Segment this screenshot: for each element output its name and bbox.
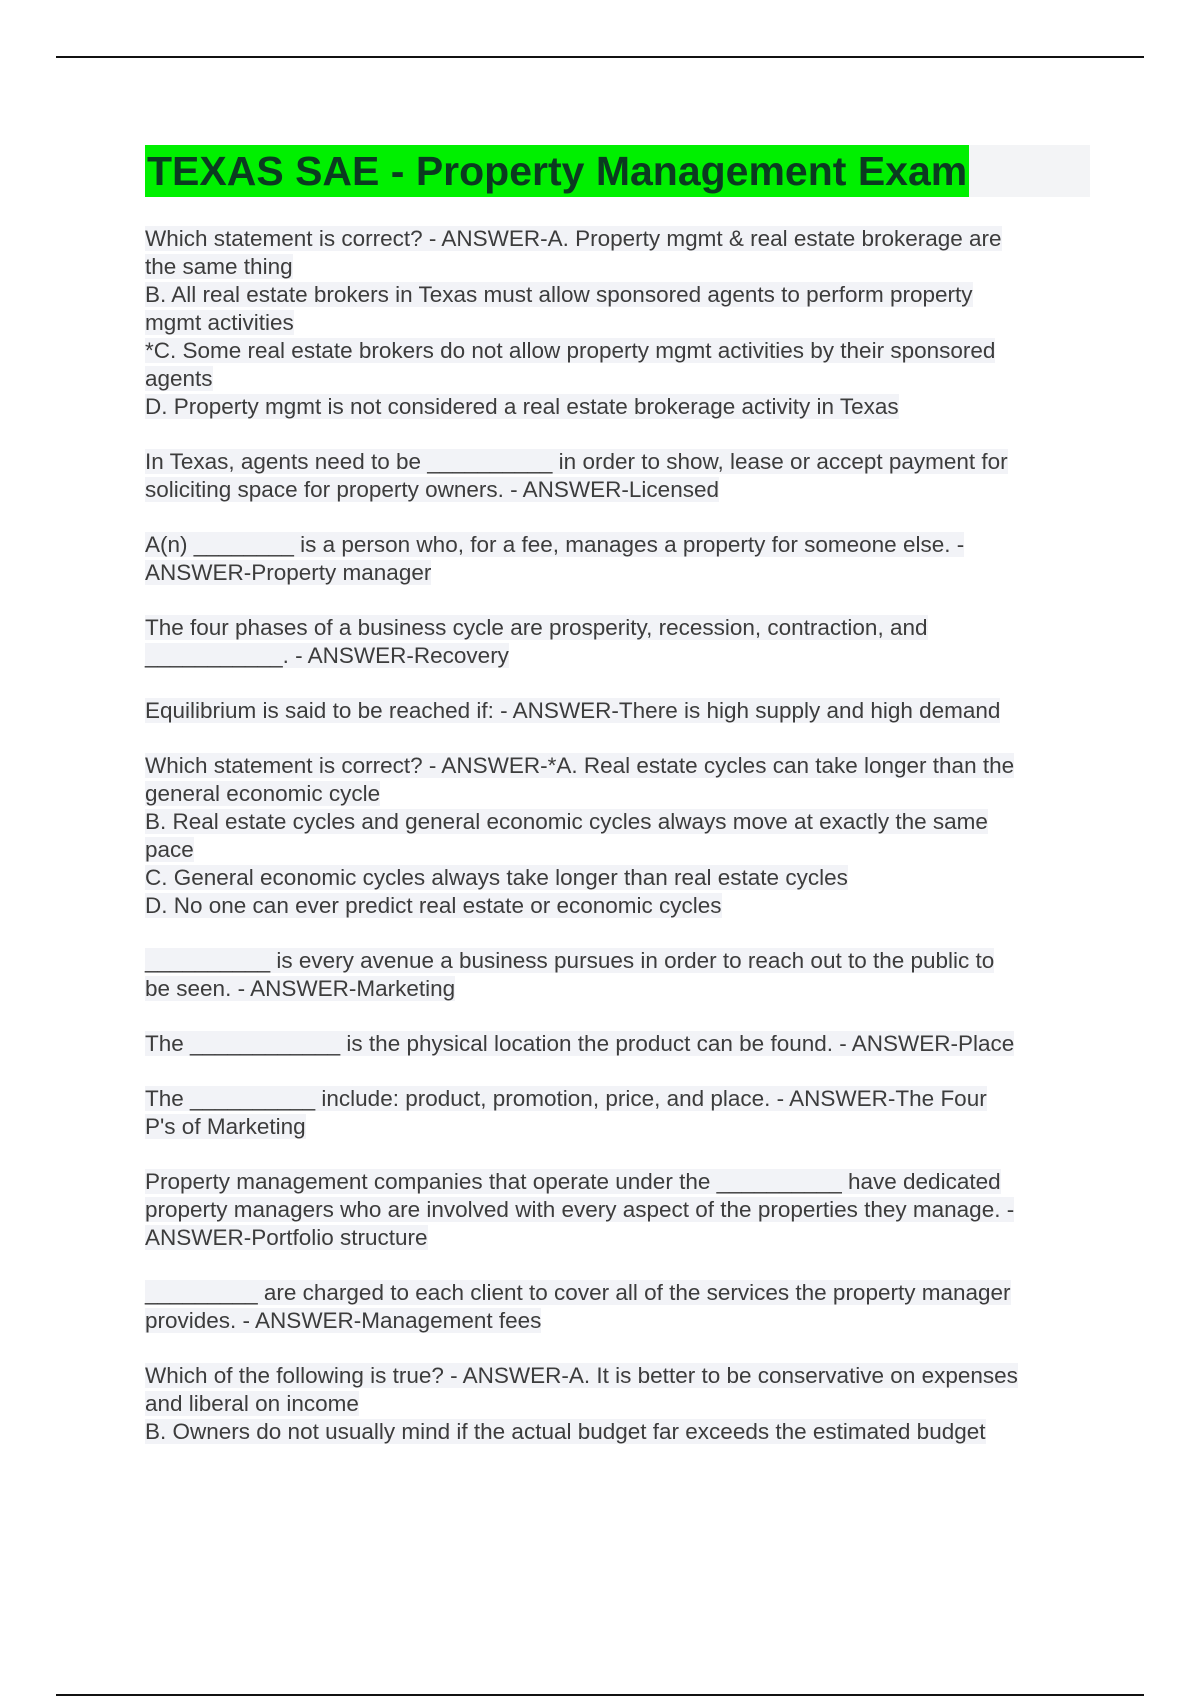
qa-line xyxy=(145,1030,1090,1058)
qa-line-text: The four phases of a business cycle are prosperity, recession, contraction, and xyxy=(145,615,928,640)
bottom-rule xyxy=(56,1694,1144,1696)
qa-line-text: *C. Some real estate brokers do not allow property mgmt activities by their sponsored xyxy=(145,338,996,363)
qa-line xyxy=(145,1390,1090,1418)
qa-line-text: Equilibrium is said to be reached if: - ANSWER-There is high supply and high demand xyxy=(145,698,1001,723)
qa-line-text: __________ is every avenue a business pursues in order to reach out to the public to xyxy=(145,948,995,973)
qa-line xyxy=(145,1113,1090,1141)
qa-item xyxy=(145,1362,1090,1446)
title-band xyxy=(145,145,1090,197)
qa-line-text: property managers who are involved with every aspect of the properties they manage. - xyxy=(145,1197,1015,1222)
qa-line xyxy=(145,892,1090,920)
qa-line-text: agents xyxy=(145,366,213,391)
qa-item xyxy=(145,225,1090,421)
qa-line xyxy=(145,1307,1090,1335)
qa-line-text: ANSWER-Portfolio structure xyxy=(145,1225,428,1250)
qa-line-text: A(n) ________ is a person who, for a fee, manages a property for someone else. - xyxy=(145,532,965,557)
qa-line xyxy=(145,337,1090,365)
qa-line-text: pace xyxy=(145,837,194,862)
qa-line-text: B. All real estate brokers in Texas must allow sponsored agents to perform property xyxy=(145,282,973,307)
qa-line-text: Which of the following is true? - ANSWER-A. It is better to be conservative on expenses xyxy=(145,1363,1018,1388)
top-rule xyxy=(56,56,1144,58)
qa-item xyxy=(145,448,1090,504)
qa-line-text: C. General economic cycles always take longer than real estate cycles xyxy=(145,865,848,890)
qa-line xyxy=(145,836,1090,864)
qa-line-text: provides. - ANSWER-Management fees xyxy=(145,1308,542,1333)
qa-line xyxy=(145,642,1090,670)
qa-line xyxy=(145,309,1090,337)
qa-line xyxy=(145,1418,1090,1446)
qa-line xyxy=(145,448,1090,476)
qa-line-text: the same thing xyxy=(145,254,293,279)
qa-item xyxy=(145,531,1090,587)
qa-line xyxy=(145,947,1090,975)
qa-line xyxy=(145,531,1090,559)
document-title: TEXAS SAE - Property Management Exam xyxy=(145,145,969,197)
qa-item xyxy=(145,1168,1090,1252)
qa-line xyxy=(145,1085,1090,1113)
qa-line xyxy=(145,808,1090,836)
qa-line-text: Which statement is correct? - ANSWER-*A. Real estate cycles can take longer than the xyxy=(145,753,1015,778)
qa-line xyxy=(145,975,1090,1003)
qa-line-text: ANSWER-Property manager xyxy=(145,560,432,585)
qa-line xyxy=(145,1168,1090,1196)
qa-item xyxy=(145,947,1090,1003)
qa-line-text: soliciting space for property owners. - ANSWER-Licensed xyxy=(145,477,719,502)
qa-item xyxy=(145,1279,1090,1335)
qa-line xyxy=(145,559,1090,587)
qa-line-text: Which statement is correct? - ANSWER-A. Property mgmt & real estate brokerage are xyxy=(145,226,1002,251)
qa-item xyxy=(145,614,1090,670)
qa-line xyxy=(145,253,1090,281)
qa-line-text: D. No one can ever predict real estate or economic cycles xyxy=(145,893,722,918)
qa-item xyxy=(145,697,1090,725)
qa-line-text: Property management companies that operate under the __________ have dedicated xyxy=(145,1169,1001,1194)
qa-line-text: The __________ include: product, promotion, price, and place. - ANSWER-The Four xyxy=(145,1086,987,1111)
qa-line-text: mgmt activities xyxy=(145,310,294,335)
qa-line xyxy=(145,281,1090,309)
qa-line-text: D. Property mgmt is not considered a real estate brokerage activity in Texas xyxy=(145,394,899,419)
qa-line-text: ___________. - ANSWER-Recovery xyxy=(145,643,509,668)
qa-item xyxy=(145,752,1090,920)
qa-line xyxy=(145,225,1090,253)
qa-line-text: general economic cycle xyxy=(145,781,381,806)
qa-line xyxy=(145,697,1090,725)
qa-line-text: and liberal on income xyxy=(145,1391,359,1416)
qa-line xyxy=(145,780,1090,808)
qa-line-text: B. Real estate cycles and general economic cycles always move at exactly the same xyxy=(145,809,988,834)
qa-list xyxy=(145,225,1090,1446)
qa-line xyxy=(145,1362,1090,1390)
qa-line xyxy=(145,864,1090,892)
qa-line-text: P's of Marketing xyxy=(145,1114,306,1139)
qa-line xyxy=(145,365,1090,393)
document-body xyxy=(145,145,1090,1473)
qa-line-text: _________ are charged to each client to cover all of the services the property manager xyxy=(145,1280,1011,1305)
qa-line xyxy=(145,393,1090,421)
qa-line xyxy=(145,752,1090,780)
qa-line xyxy=(145,1196,1090,1224)
qa-line-text: B. Owners do not usually mind if the actual budget far exceeds the estimated budget xyxy=(145,1419,986,1444)
qa-line xyxy=(145,476,1090,504)
qa-line xyxy=(145,1224,1090,1252)
qa-line-text: In Texas, agents need to be __________ in order to show, lease or accept payment for xyxy=(145,449,1008,474)
qa-line-text: be seen. - ANSWER-Marketing xyxy=(145,976,456,1001)
qa-item xyxy=(145,1030,1090,1058)
qa-line xyxy=(145,614,1090,642)
qa-line-text: The ____________ is the physical location the product can be found. - ANSWER-Place xyxy=(145,1031,1015,1056)
qa-line xyxy=(145,1279,1090,1307)
qa-item xyxy=(145,1085,1090,1141)
